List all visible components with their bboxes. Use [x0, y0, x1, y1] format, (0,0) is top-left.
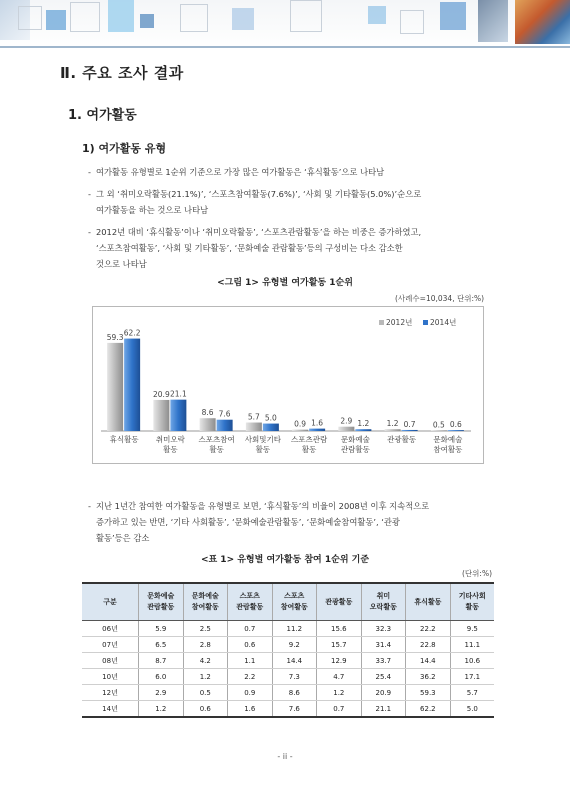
bar-2014년 — [170, 400, 186, 431]
table-cell: 7.3 — [272, 669, 317, 685]
table-header-text: 휴식활동 — [414, 597, 442, 606]
banner-decoration — [478, 0, 508, 42]
table-header-text: 관광활동 — [325, 597, 353, 606]
table-cell: 6.5 — [139, 637, 184, 653]
bullet-dash: - — [88, 501, 91, 511]
banner-decoration — [368, 6, 386, 24]
bar-value-label: 0.9 — [294, 419, 307, 429]
table-cell: 1.2 — [183, 669, 228, 685]
bar-value-label: 1.2 — [386, 419, 399, 429]
table-unit: (단위:%) — [462, 569, 492, 578]
table-caption: <표 1> 유형별 여가활동 참여 1순위 기준 — [200, 555, 370, 565]
table-header-text: 스포츠 — [284, 592, 305, 600]
table-cell: 17.1 — [450, 669, 494, 685]
data-table — [82, 582, 494, 718]
table-header-cell — [317, 583, 362, 621]
x-tick-label: 활동 — [163, 445, 178, 454]
legend-label: 2012년 — [386, 318, 413, 327]
bar-2014년 — [448, 430, 464, 431]
table-cell: 9.5 — [450, 621, 494, 637]
table-header-cell — [82, 583, 139, 621]
bar-2012년 — [338, 427, 354, 431]
table-cell: 14.4 — [406, 653, 451, 669]
table-cell: 1.6 — [228, 701, 273, 718]
bar-value-label: 1.2 — [357, 419, 370, 429]
paragraph-line: 지난 1년간 참여한 여가활동을 유형별로 보면, ‘휴식활동’의 비율이 2008년 이후 지속적으로 — [96, 501, 430, 511]
bar-2012년 — [153, 400, 169, 431]
table-cell: 20.9 — [361, 685, 406, 701]
bar-2012년 — [107, 343, 123, 431]
table-header-cell — [183, 583, 228, 621]
table-header-cell — [139, 583, 184, 621]
banner-decoration — [108, 0, 134, 32]
paragraph-line: 그 외 ‘취미오락활동(21.1%)’, ‘스포츠참여활동(7.6%)’, ‘사회 및 기타활동(5.0%)’순으로 — [96, 189, 422, 199]
x-tick-label: 활동 — [301, 445, 317, 454]
table-header-text: 오락활동 — [369, 603, 397, 611]
bar-chart-svg — [93, 307, 483, 463]
table-cell: 11.1 — [450, 637, 494, 653]
table-cell: 06년 — [82, 621, 139, 637]
banner-divider — [0, 46, 570, 48]
x-tick-label: 문화예술 — [340, 435, 370, 444]
banner-decoration — [140, 14, 154, 28]
table-cell: 22.2 — [406, 621, 451, 637]
table-cell: 15.6 — [317, 621, 362, 637]
legend-swatch — [423, 320, 428, 325]
table-header-cell — [361, 583, 406, 621]
table-header-text: 문화예술 — [191, 592, 219, 600]
table-cell: 9.2 — [272, 637, 317, 653]
table-cell: 31.4 — [361, 637, 406, 653]
x-tick-label: 관광활동 — [387, 435, 417, 444]
paragraph — [88, 224, 514, 272]
bar-2012년 — [385, 429, 401, 431]
table-cell: 1.2 — [317, 685, 362, 701]
table-row — [82, 653, 494, 669]
bar-2014년 — [263, 424, 279, 431]
table-header-text: 구분 — [103, 597, 117, 606]
bar-2014년 — [124, 339, 140, 431]
table-cell: 0.5 — [183, 685, 228, 701]
x-tick-label: 활동 — [255, 445, 271, 454]
page-number: - ii - — [277, 752, 293, 761]
table-cell: 2.8 — [183, 637, 228, 653]
table-row — [82, 701, 494, 718]
bar-value-label: 8.6 — [201, 408, 214, 418]
bullet-dash: - — [88, 167, 91, 177]
table-cell: 11.2 — [272, 621, 317, 637]
paragraph-line: 것으로 나타남 — [96, 259, 147, 269]
bullet-dash: - — [88, 227, 91, 237]
table-cell: 59.3 — [406, 685, 451, 701]
table-cell: 2.9 — [139, 685, 184, 701]
table-cell: 32.3 — [361, 621, 406, 637]
paragraph — [88, 498, 514, 546]
bar-2012년 — [431, 430, 447, 431]
bar-value-label: 20.9 — [153, 389, 170, 399]
banner-decoration — [400, 10, 424, 34]
table-cell: 14년 — [82, 701, 139, 718]
bar-value-label: 2.9 — [340, 416, 353, 426]
table-cell: 08년 — [82, 653, 139, 669]
legend-label: 2014년 — [430, 318, 457, 327]
x-tick-label: 활동 — [209, 445, 224, 454]
banner-decoration — [440, 2, 466, 30]
bar-value-label: 1.6 — [311, 418, 324, 428]
table-cell: 5.7 — [450, 685, 494, 701]
paragraph-line: 여가활동을 하는 것으로 나타남 — [96, 205, 209, 215]
bar-2012년 — [292, 430, 308, 431]
bar-value-label: 0.5 — [432, 420, 445, 430]
x-tick-label: 사회및기타 — [244, 435, 281, 444]
table-header-text: 취미 — [376, 592, 391, 600]
figure-caption: <그림 1> 유형별 여가활동 1순위 — [217, 278, 353, 288]
table-cell: 8.6 — [272, 685, 317, 701]
banner-decoration — [70, 2, 100, 32]
sub-subsection-title: 1) 여가활동 유형 — [82, 142, 167, 155]
table-header-text: 관람활동 — [236, 603, 264, 611]
banner-decoration — [232, 8, 254, 30]
bar-value-label: 7.6 — [218, 409, 231, 419]
bar-value-label: 62.2 — [123, 328, 141, 338]
table-cell: 22.8 — [406, 637, 451, 653]
x-tick-label: 휴식활동 — [109, 435, 139, 444]
banner-decoration — [180, 4, 208, 32]
table-header-cell — [272, 583, 317, 621]
table-row — [82, 685, 494, 701]
table-cell: 1.2 — [139, 701, 184, 718]
table-cell: 25.4 — [361, 669, 406, 685]
figure-unit: (사례수=10,034, 단위:%) — [395, 294, 485, 303]
table-cell: 14.4 — [272, 653, 317, 669]
table-cell: 10.6 — [450, 653, 494, 669]
paragraph-line: 증가하고 있는 반면, ‘기타 사회활동’, ‘문화예술관람활동’, ‘문화예술참여활동’, ‘관광 — [96, 517, 400, 527]
bar-value-label: 5.0 — [264, 413, 277, 423]
table-cell: 33.7 — [361, 653, 406, 669]
banner-decoration — [18, 6, 42, 30]
table-cell: 6.0 — [139, 669, 184, 685]
paragraph-line: 활동’등은 감소 — [96, 533, 150, 543]
table-cell: 15.7 — [317, 637, 362, 653]
table-cell: 4.2 — [183, 653, 228, 669]
table-cell: 7.6 — [272, 701, 317, 718]
table-cell: 1.1 — [228, 653, 273, 669]
table-header-text: 관람활동 — [147, 603, 175, 611]
bar-2012년 — [246, 423, 262, 431]
table-header-cell — [228, 583, 273, 621]
table-row — [82, 637, 494, 653]
bar-value-label: 59.3 — [106, 332, 124, 342]
table-cell: 0.6 — [228, 637, 273, 653]
bullet-dash: - — [88, 189, 91, 199]
bar-chart — [92, 306, 484, 464]
table-cell: 12년 — [82, 685, 139, 701]
table-row — [82, 669, 494, 685]
bar-2014년 — [355, 429, 371, 431]
table-body — [82, 621, 494, 718]
table-header-text: 문화예술 — [147, 592, 175, 600]
table-cell: 07년 — [82, 637, 139, 653]
table-cell: 5.0 — [450, 701, 494, 718]
x-tick-label: 참여활동 — [433, 445, 463, 454]
banner-decoration — [46, 10, 66, 30]
bar-2012년 — [200, 418, 216, 431]
table-cell: 2.5 — [183, 621, 228, 637]
table-cell: 10년 — [82, 669, 139, 685]
table-header-text: 기타사회 — [458, 592, 486, 600]
x-tick-label: 스포츠관람 — [291, 435, 328, 444]
table-header-text: 활동 — [465, 603, 480, 611]
table-cell: 0.7 — [317, 701, 362, 718]
paragraph — [88, 164, 514, 180]
header-banner — [0, 0, 570, 50]
paragraph-line: 여가활동 유형별로 1순위 기준으로 가장 많은 여가활동은 ‘휴식활동’으로 나타남 — [96, 167, 385, 177]
table-header-text: 참여활동 — [280, 603, 308, 611]
table-cell: 8.7 — [139, 653, 184, 669]
bar-value-label: 0.7 — [403, 419, 416, 429]
x-tick-label: 문화예술 — [433, 435, 463, 444]
banner-decoration — [515, 0, 570, 44]
table-row — [82, 621, 494, 637]
x-tick-label: 관람활동 — [340, 445, 370, 454]
table-cell: 5.9 — [139, 621, 184, 637]
bar-value-label: 0.6 — [449, 420, 462, 430]
bar-2014년 — [309, 429, 325, 431]
table-cell: 36.2 — [406, 669, 451, 685]
table-cell: 62.2 — [406, 701, 451, 718]
table-header-cell — [406, 583, 451, 621]
paragraph-line: 2012년 대비 ‘휴식활동’이나 ‘취미오락활동’, ‘스포츠관람활동’을 하는 비중은 증가하였고, — [96, 227, 422, 237]
table-cell: 0.6 — [183, 701, 228, 718]
table-cell: 0.7 — [228, 621, 273, 637]
bar-2014년 — [217, 420, 233, 431]
x-tick-label: 스포츠참여 — [198, 435, 235, 444]
table-cell: 2.2 — [228, 669, 273, 685]
table-cell: 21.1 — [361, 701, 406, 718]
paragraph — [88, 186, 514, 218]
bar-value-label: 21.1 — [170, 389, 187, 399]
table-header-cell — [450, 583, 494, 621]
table-header-text: 스포츠 — [239, 592, 260, 600]
bar-2014년 — [402, 430, 418, 431]
banner-decoration — [290, 0, 322, 32]
table-header-row — [82, 583, 494, 621]
table-header-text: 참여활동 — [191, 603, 219, 611]
subsection-title: 1. 여가활동 — [68, 108, 137, 123]
table-cell: 12.9 — [317, 653, 362, 669]
section-title: Ⅱ. 주요 조사 결과 — [60, 64, 184, 82]
legend-swatch — [379, 320, 384, 325]
table-cell: 4.7 — [317, 669, 362, 685]
bar-value-label: 5.7 — [247, 412, 260, 422]
paragraph-line: ‘스포츠참여활동’, ‘사회 및 기타활동’, ‘문화예술 관람활동’등의 구성비는 다소 감소한 — [96, 243, 403, 253]
x-tick-label: 취미오락 — [155, 435, 185, 444]
table-cell: 0.9 — [228, 685, 273, 701]
